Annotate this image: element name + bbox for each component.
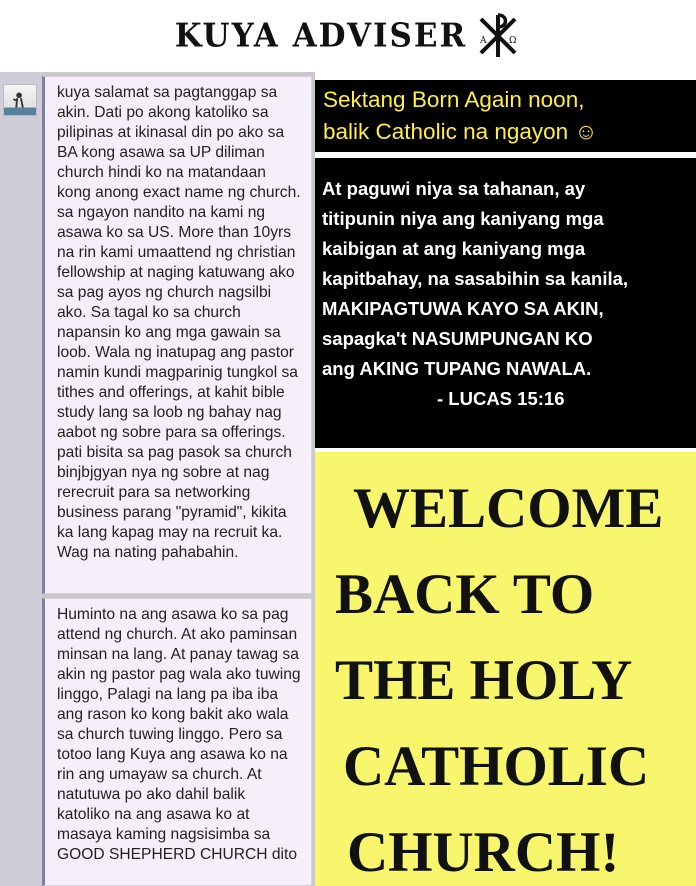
avatar[interactable] [3,84,37,116]
header-banner [0,0,696,72]
welcome-banner [315,452,696,886]
caption-box [315,80,696,152]
verse-line: sapagka't NASUMPUNGAN KO [322,328,593,349]
bible-verse-box [315,158,696,448]
welcome-line: CATHOLIC [343,735,650,798]
welcome-line: CHURCH! [347,821,620,884]
welcome-line: WELCOME [353,477,664,540]
verse-line: titipunin niya ang kaniyang mga [322,208,604,229]
welcome-line: THE HOLY [335,649,633,712]
user-silhouette-icon [4,85,36,115]
omega-letter: Ω [509,36,517,46]
chat-message-2: Huminto na ang asawa ko sa pag attend ng church. At ako paminsan minsan na lang. At panay tawag sa akin ng pastor pag wala ako tuwing linggo, Palagi na lang pa iba iba ang rason ko kong bakit ako wala sa church tuwing linggo. Pero sa totoo lang Kuya ang asawa ko na rin ang umayaw sa church. At natutuwa po ako dahil balik katoliko na ang asawa ko at masaya kaming nagsisimba sa GOOD SHEPHERD CHURCH dito [42,598,312,886]
page-title: KUYA ADVISER [174,17,468,55]
verse-line: kaibigan at ang kaniyang mga [322,238,586,259]
chat-message-1: kuya salamat sa pagtanggap sa akin. Dati po akong katoliko sa pilipinas at ikinasal din po ako sa BA kong asawa sa UP diliman church hindi ko na matandaan kong anong exact name ng church. sa ngayon nandito na kami ng asawa ko sa US. More than 10yrs na rin kami umaattend ng christian fellowship at naging katuwang ako sa pag ayos ng church nagsilbi ako. Sa tagal ko sa church napansin ko ang mga gawain sa loob. Wala ng inatupag ang pastor namin kundi magparinig tungkol sa tithes and offerings, at kahit bible study lang sa loob ng bahay nag aabot ng sobre para sa offerings. pati bisita sa pag pasok sa church binjbjgyan nya ng sobre at nag rerecruit para sa networking business parang "pyramid", kikita ka lang kapag may na recruit ka. Wag na nating pahabahin. [42,76,312,594]
welcome-line: BACK TO [335,563,595,626]
alpha-letter: A [480,36,487,46]
chi-rho-icon [475,13,521,59]
verse-reference: - LUCAS 15:16 [437,388,565,409]
verse-line: At paguwi niya sa tahanan, ay [322,178,586,199]
caption-line-2: balik Catholic na ngayon ☺ [323,119,598,144]
caption-line-1: Sektang Born Again noon, [323,87,585,112]
verse-line: kapitbahay, na sasabihin sa kanila, [322,268,629,289]
verse-line: MAKIPAGTUWA KAYO SA AKIN, [322,298,604,319]
chat-left-strip [0,72,42,886]
verse-line: ang AKING TUPANG NAWALA. [322,358,592,379]
